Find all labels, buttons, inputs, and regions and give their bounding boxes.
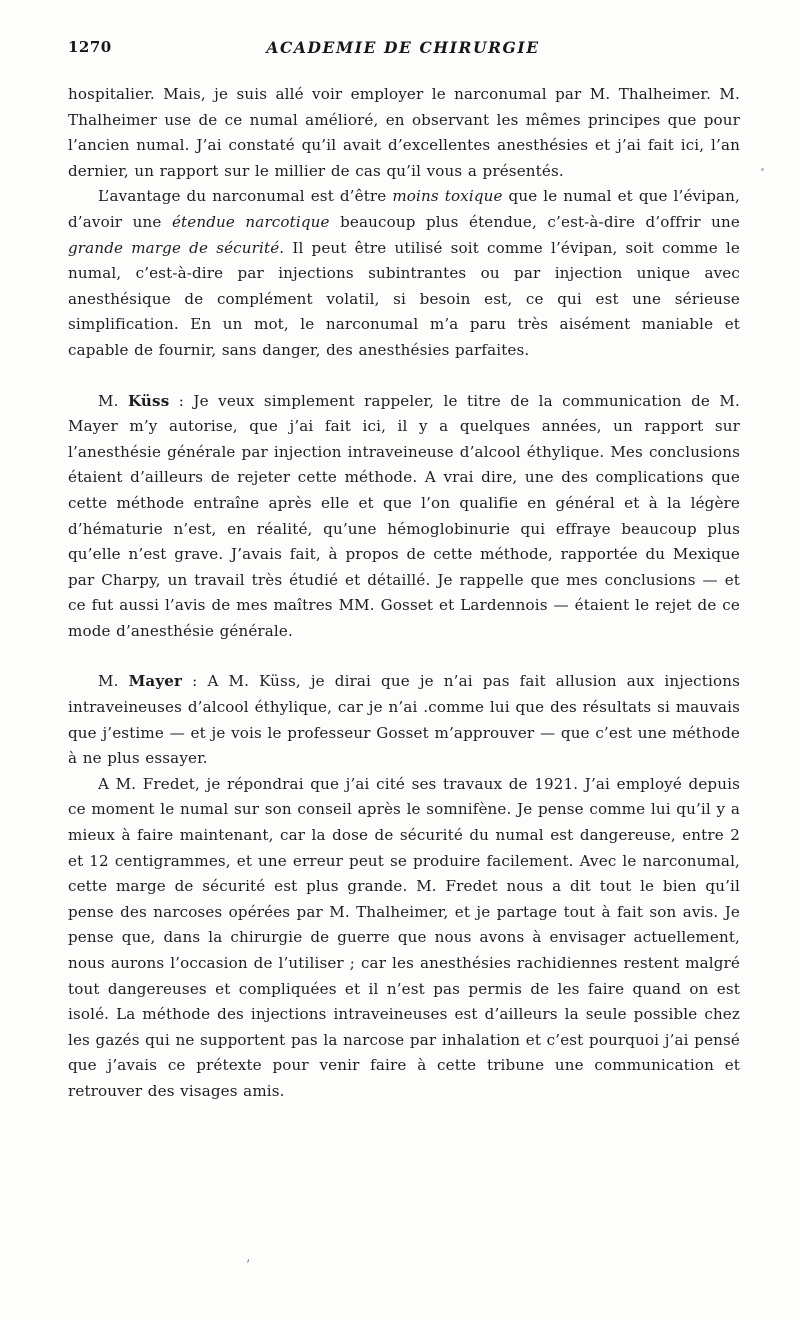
body-text: [68, 82, 740, 1105]
speaker-name-mayer: Mayer: [128, 672, 183, 691]
paragraph-3-kuss: [68, 389, 740, 645]
paragraph-5: [68, 772, 740, 1105]
paragraph-4-mayer: [68, 669, 740, 771]
p2-run-3-italic: étendue narcotique: [171, 212, 330, 231]
p2-run-5-italic: grande marge de sécurité: [68, 238, 280, 257]
p3-run-0: M.: [98, 391, 128, 410]
page-tick-mark: ’: [246, 1258, 251, 1273]
paragraph-2: [68, 184, 740, 363]
page-header: [68, 38, 738, 60]
p2-run-2: que le numal et que l’évipan, d’avoir une: [68, 187, 740, 231]
p2-run-0: L’avantage du narconumal est d’être: [98, 187, 393, 206]
margin-speck: [761, 168, 764, 171]
p2-run-6: . Il peut être utilisé soit comme l’évipan, soit comme le numal, c’est-à-dire par injections subintrantes ou par injection unique avec anesthésique de complément volatil, si besoin est, ce qui est une sérieuse simplification. En un mot, le narconumal m’a paru très aisément maniable et capable de fournir, sans danger, des anesthésies parfaites.: [68, 238, 740, 359]
p2-run-1-italic: moins toxique: [392, 187, 503, 206]
paragraph-5-text: A M. Fredet, je répondrai que j’ai cité ses travaux de 1921. J’ai employé depuis ce moment le numal sur son conseil après le somnifène. Je pense comme lui qu’il y a mieux à faire maintenant, car la dose de sécurité du numal est dangereuse, entre 2 et 12 centigrammes, et une erreur peut se produire facilement. Avec le narconumal, cette marge de sécurité est plus grande. M. Fredet nous a dit tout le bien qu’il pense des narcoses opérées par M. Thalheimer, et je partage tout à fait son avis. Je pense que, dans la chirurgie de guerre que nous avons à envisager actuellement, nous aurons l’occasion de l’utiliser ; car les anesthésies rachidiennes restent malgré tout dangereuses et compliquées et il n’est pas permis de les faire quand on est isolé. La méthode des injections intraveineuses est d’ailleurs la seule possible chez les gazés qui ne supportent pas la narcose par inhalation et c’est pourquoi j’ai pensé que j’avais ce prétexte pour venir faire à cette tribune une communication et retrouver des visages amis.: [68, 774, 740, 1100]
running-title: ACADEMIE DE CHIRURGIE: [266, 38, 540, 57]
p2-run-4: beaucoup plus étendue, c’est-à-dire d’offrir une: [329, 212, 740, 231]
p3-run-2: : Je veux simplement rappeler, le titre de la communication de M. Mayer m’y autorise, que j’ai fait ici, il y a quelques années, un rapport sur l’anesthésie générale par injection intraveineuse d’alcool éthylique. Mes conclusions étaient d’ailleurs de rejeter cette méthode. A vrai dire, une des complications que cette méthode entraîne après elle et que l’on qualifie en général et à la légère d’hématurie n’est, en réalité, qu’une hémoglobinurie qui effraye beaucoup plus qu’elle n’est grave. J’avais fait, à propos de cette méthode, rapportée du Mexique par Charpy, un travail très étudié et détaillé. Je rappelle que mes conclusions — et ce fut aussi l’avis de mes maîtres MM. Gosset et Lardennois — étaient le rejet de ce mode d’anesthésie générale.: [68, 391, 740, 640]
page-number: 1270: [68, 38, 112, 56]
p4-run-2: : A M. Küss, je dirai que je n’ai pas fait allusion aux injections intraveineuses d’alcool éthylique, car je n’ai .comme lui que des résultats si mauvais que j’estime — et je vois le professeur Gosset m’approuver — que c’est une méthode à ne plus essayer.: [68, 672, 740, 768]
p4-run-0: M.: [98, 672, 129, 691]
speaker-name-kuss: Küss: [127, 391, 170, 410]
paragraph-1-text: hospitalier. Mais, je suis allé voir employer le narconumal par M. Thalheimer. M. Thalheimer use de ce numal amélioré, en observant les mêmes principes que pour l’ancien numal. J’ai constaté qu’il avait d’excellentes anesthésies et j’ai fait ici, l’an dernier, un rapport sur le millier de cas qu’il vous a présentés.: [68, 85, 740, 180]
paragraph-1: [68, 82, 740, 184]
